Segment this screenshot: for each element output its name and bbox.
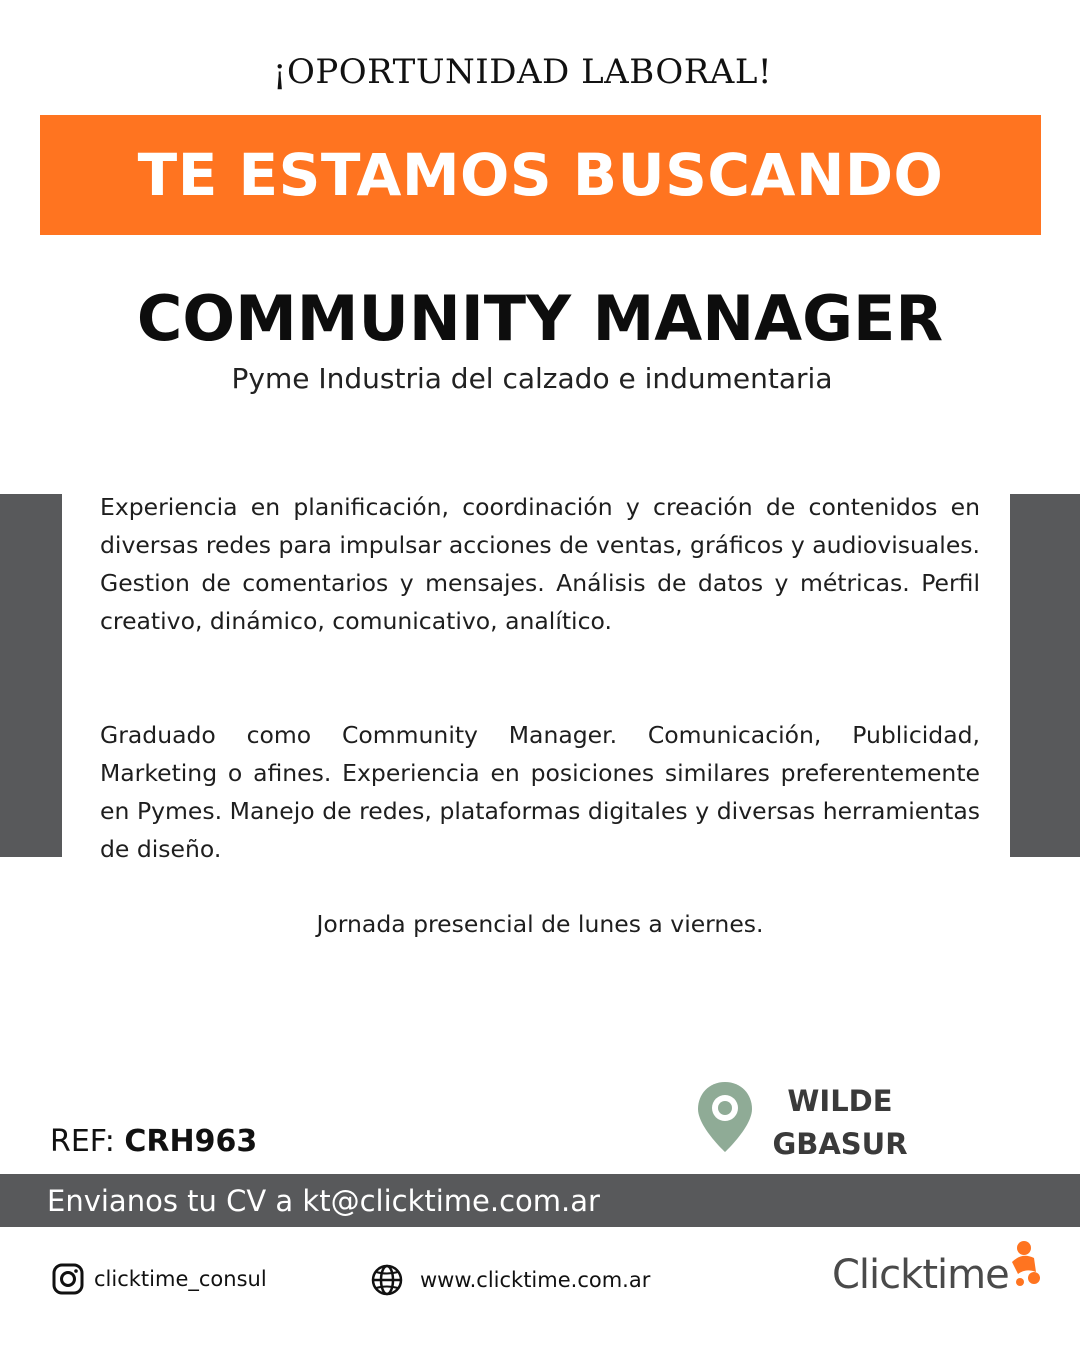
headline-banner	[40, 115, 1041, 235]
location-line-2: GBASUR	[772, 1127, 908, 1161]
brand-mark-icon	[1000, 1238, 1044, 1290]
banner-text: TE ESTAMOS BUSCANDO	[137, 141, 944, 209]
globe-icon	[370, 1263, 404, 1297]
schedule-text: Jornada presencial de lunes a viernes.	[316, 910, 764, 938]
location-line-1: WILDE	[787, 1084, 893, 1118]
cv-contact-bar	[0, 1174, 1080, 1227]
instagram-label: clicktime_consul	[94, 1267, 267, 1291]
clicktime-logo	[832, 1238, 1047, 1302]
company-description: Pyme Industria del calzado e indumentaria	[231, 362, 833, 395]
kicker-heading: ¡OPORTUNIDAD LABORAL!	[272, 52, 773, 92]
reference-value: CRH963	[124, 1124, 258, 1159]
website-label: www.clicktime.com.ar	[420, 1268, 651, 1292]
website-link[interactable]	[370, 1263, 650, 1297]
location-pin-icon	[696, 1080, 754, 1154]
requirements-paragraph-2	[100, 716, 980, 868]
left-accent-bar	[0, 494, 62, 857]
paragraph-text: Experiencia en planificación, coordinación y creación de contenidos en diversas redes para impulsar acciones de ventas, gráficos y audiovisuales. Gestion de comentarios y mensajes. Análisis de datos y métricas. Perfil creativo, dinámico, comunicativo, analítico.	[100, 493, 980, 635]
cv-contact-text[interactable]: Envianos tu CV a kt@clicktime.com.ar	[47, 1183, 600, 1218]
brand-wordmark: Clicktime	[832, 1252, 1009, 1298]
instagram-handle[interactable]	[52, 1263, 267, 1295]
paragraph-text: Graduado como Community Manager. Comunicación, Publicidad, Marketing o afines. Experiencia en posiciones similares preferentemente en Pymes. Manejo de redes, plataformas digitales y diversas herramientas de diseño.	[100, 721, 980, 863]
instagram-icon	[52, 1263, 84, 1295]
right-accent-bar	[1010, 494, 1080, 857]
reference-code	[50, 1124, 257, 1159]
job-title: COMMUNITY MANAGER	[136, 282, 944, 355]
reference-label: REF:	[50, 1124, 115, 1159]
requirements-paragraph-1	[100, 488, 980, 640]
